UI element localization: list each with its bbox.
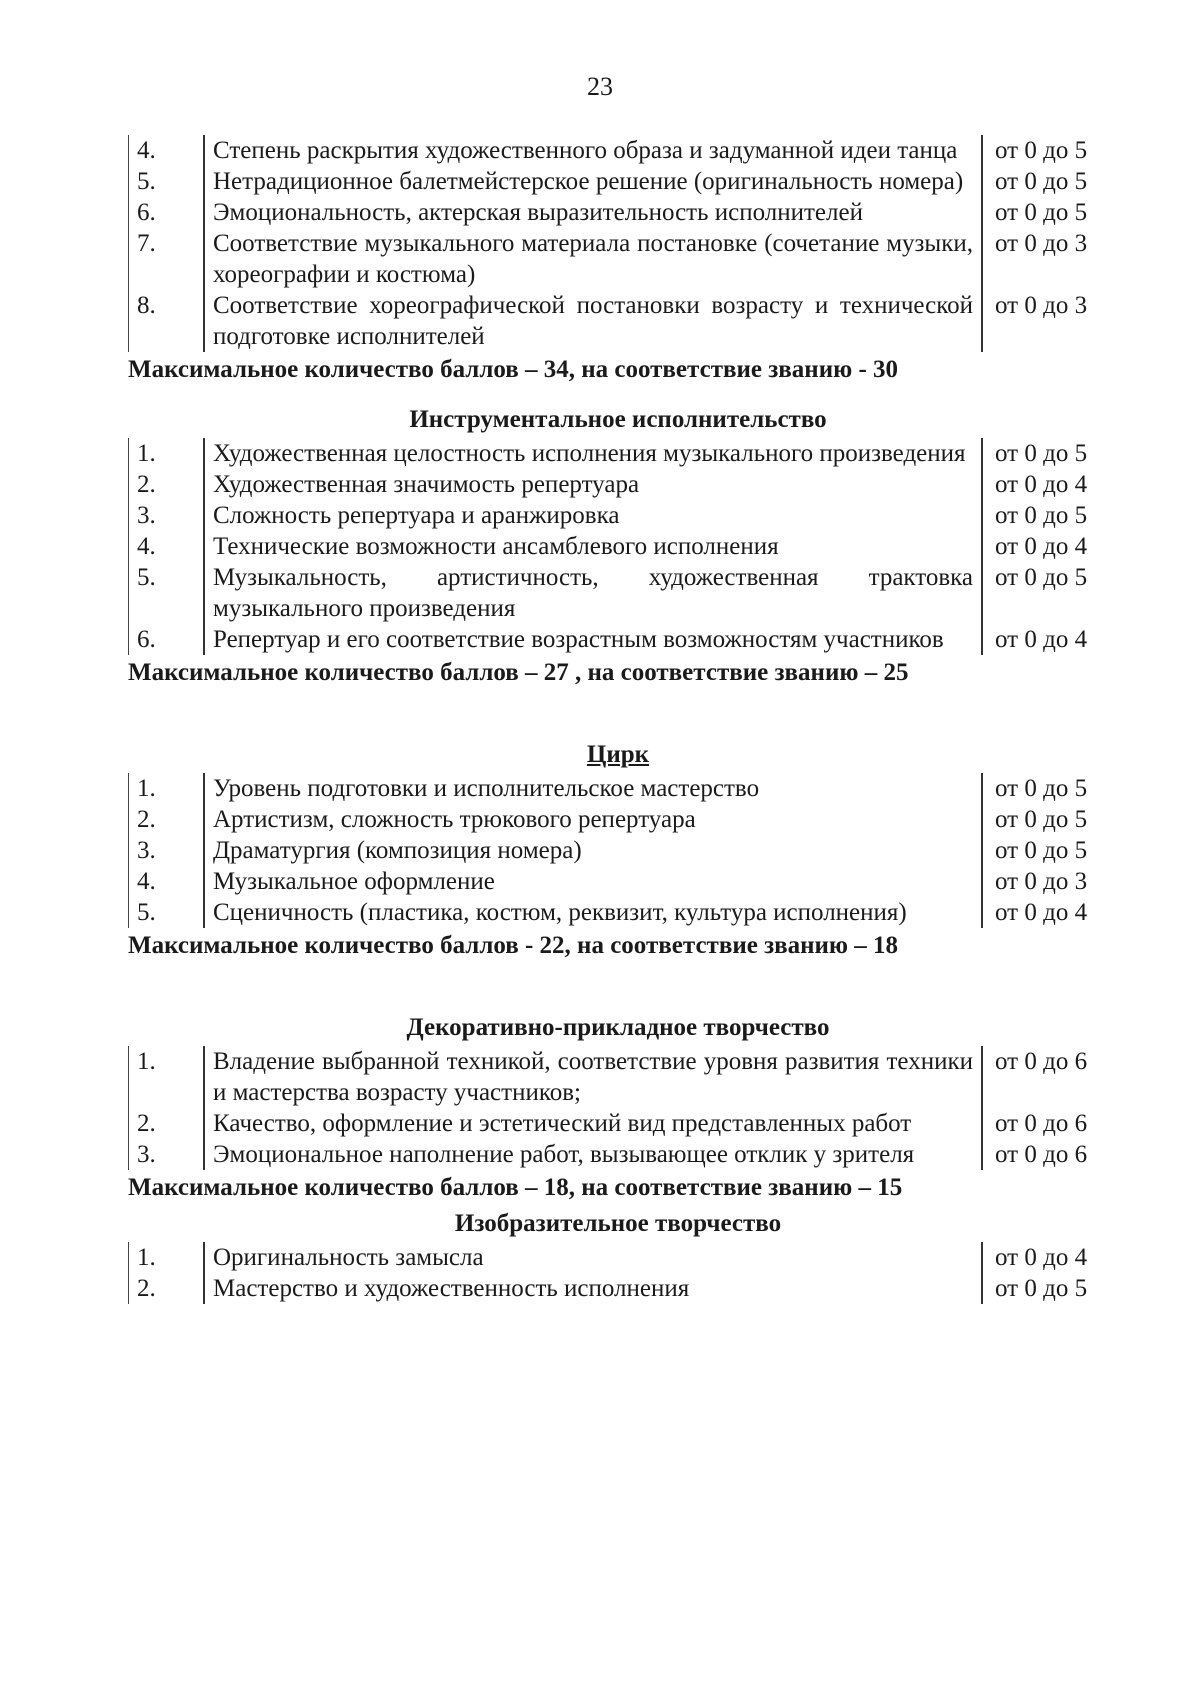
- table-row: [129, 804, 1126, 835]
- table-row: [129, 500, 1126, 531]
- criterion-number: 3.: [129, 1139, 205, 1170]
- table-row: [129, 835, 1126, 866]
- table-row: [129, 1046, 1126, 1108]
- criteria-table-decorative: [128, 1046, 1126, 1170]
- criterion-number: 5.: [129, 562, 205, 624]
- criterion-score: от 0 до 5: [995, 137, 1088, 164]
- criterion-text: Технические возможности ансамблевого исполнения: [204, 531, 982, 562]
- criterion-score: от 0 до 5: [995, 168, 1088, 195]
- criterion-score: от 0 до 3: [995, 292, 1088, 319]
- criterion-number: 4.: [129, 866, 205, 897]
- table-row: [129, 1108, 1126, 1139]
- criterion-text: Художественная целостность исполнения музыкального произведения: [204, 438, 982, 469]
- criterion-number: 4.: [129, 531, 205, 562]
- table-row: [129, 228, 1126, 290]
- page-number: 23: [587, 72, 613, 101]
- criterion-number: 4.: [129, 135, 205, 166]
- criterion-text: Артистизм, сложность трюкового репертуара: [204, 804, 982, 835]
- criterion-score: от 0 до 5: [995, 564, 1088, 591]
- criterion-text: Владение выбранной техникой, соответствие уровня развития техники и мастерства возрасту участников;: [204, 1046, 982, 1108]
- criterion-score: от 0 до 4: [995, 471, 1088, 498]
- criteria-table-fine-art: [128, 1242, 1126, 1304]
- criterion-number: 1.: [129, 773, 205, 804]
- criterion-number: 2.: [129, 1273, 205, 1304]
- criterion-text: Степень раскрытия художественного образа и задуманной идеи танца: [204, 135, 982, 166]
- table-row: [129, 469, 1126, 500]
- criteria-table-choreography: [128, 135, 1126, 352]
- criterion-score: от 0 до 6: [995, 1110, 1088, 1137]
- document-body: [128, 135, 1108, 1304]
- table-row: [129, 438, 1126, 469]
- criterion-number: 2.: [129, 469, 205, 500]
- criterion-text: Мастерство и художественность исполнения: [204, 1273, 982, 1304]
- criterion-score: от 0 до 5: [995, 806, 1088, 833]
- table-row: [129, 290, 1126, 352]
- criterion-text: Эмоциональность, актерская выразительность исполнителей: [204, 197, 982, 228]
- criterion-number: 5.: [129, 166, 205, 197]
- section-title: [128, 737, 1108, 773]
- criteria-table-circus: [128, 773, 1126, 928]
- criterion-number: 2.: [129, 1108, 205, 1139]
- criterion-number: 7.: [129, 228, 205, 290]
- criterion-score: от 0 до 4: [995, 899, 1088, 926]
- criterion-text: Уровень подготовки и исполнительское мастерство: [204, 773, 982, 804]
- table-row: [129, 866, 1126, 897]
- criterion-score: от 0 до 5: [995, 199, 1088, 226]
- table-row: [129, 1139, 1126, 1170]
- criterion-text: Сложность репертуара и аранжировка: [204, 500, 982, 531]
- criterion-score: от 0 до 6: [995, 1141, 1088, 1168]
- criterion-score: от 0 до 3: [995, 230, 1088, 257]
- criterion-text: Соответствие музыкального материала постановке (сочетание музыки, хореографии и костюма): [204, 228, 982, 290]
- criterion-text: Драматургия (композиция номера): [204, 835, 982, 866]
- criterion-score: от 0 до 4: [995, 1244, 1088, 1271]
- criterion-score: от 0 до 4: [995, 533, 1088, 560]
- criterion-number: 2.: [129, 804, 205, 835]
- criterion-score: от 0 до 4: [995, 626, 1088, 653]
- criterion-score: от 0 до 5: [995, 440, 1088, 467]
- section-title: Изобразительное творчество: [454, 1210, 782, 1237]
- criterion-number: 1.: [129, 1242, 205, 1273]
- criterion-text: Репертуар и его соответствие возрастным возможностям участников: [204, 624, 982, 655]
- section-title: Декоративно-прикладное творчество: [406, 1014, 830, 1041]
- criterion-text: Музыкальное оформление: [204, 866, 982, 897]
- criterion-number: 1.: [129, 1046, 205, 1108]
- max-score-line: Максимальное количество баллов – 27 , на соответствие званию – 25: [128, 659, 909, 686]
- criterion-number: 3.: [129, 500, 205, 531]
- criterion-number: 1.: [129, 438, 205, 469]
- criterion-text: Оригинальность замысла: [204, 1242, 982, 1273]
- table-row: [129, 1242, 1126, 1273]
- criterion-score: от 0 до 5: [995, 837, 1088, 864]
- max-score-line: Максимальное количество баллов - 22, на соответствие званию – 18: [128, 932, 899, 959]
- criterion-text: Эмоциональное наполнение работ, вызывающее отклик у зрителя: [204, 1139, 982, 1170]
- max-score-line: Максимальное количество баллов – 18, на соответствие званию – 15: [128, 1174, 903, 1201]
- criterion-text: Музыкальность, артистичность, художественная трактовка музыкального произведения: [204, 562, 982, 624]
- table-row: [129, 531, 1126, 562]
- table-row: [129, 897, 1126, 928]
- criterion-number: 5.: [129, 897, 205, 928]
- max-score-line: Максимальное количество баллов – 34, на соответствие званию - 30: [128, 356, 899, 383]
- table-row: [129, 773, 1126, 804]
- criterion-number: 6.: [129, 197, 205, 228]
- table-row: [129, 197, 1126, 228]
- section-title: Инструментальное исполнительство: [409, 406, 827, 433]
- criterion-text: Сценичность (пластика, костюм, реквизит, культура исполнения): [204, 897, 982, 928]
- section-title-text: Цирк: [586, 741, 650, 768]
- table-row: [129, 166, 1126, 197]
- criterion-score: от 0 до 5: [995, 775, 1088, 802]
- criterion-text: Соответствие хореографической постановки возрасту и технической подготовке исполнителей: [204, 290, 982, 352]
- table-row: [129, 135, 1126, 166]
- criterion-text: Качество, оформление и эстетический вид представленных работ: [204, 1108, 982, 1139]
- criterion-text: Нетрадиционное балетмейстерское решение (оригинальность номера): [204, 166, 982, 197]
- criterion-score: от 0 до 3: [995, 868, 1088, 895]
- table-row: [129, 1273, 1126, 1304]
- criterion-score: от 0 до 5: [995, 1275, 1088, 1302]
- table-row: [129, 562, 1126, 624]
- table-row: [129, 624, 1126, 655]
- criterion-score: от 0 до 6: [995, 1048, 1088, 1075]
- criteria-table-instrumental: [128, 438, 1126, 655]
- criterion-number: 3.: [129, 835, 205, 866]
- criterion-score: от 0 до 5: [995, 502, 1088, 529]
- criterion-number: 6.: [129, 624, 205, 655]
- criterion-text: Художественная значимость репертуара: [204, 469, 982, 500]
- criterion-number: 8.: [129, 290, 205, 352]
